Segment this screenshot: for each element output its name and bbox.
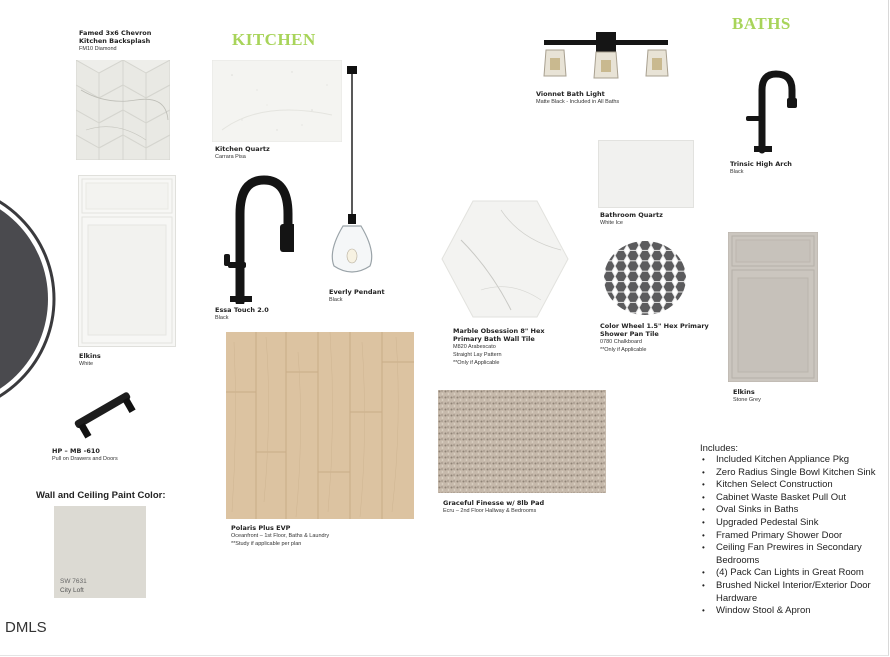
bath-light-sub: Matte Black - Included in All Baths	[536, 99, 620, 105]
includes-item: • Brushed Nickel Interior/Exterior Door Hardware	[700, 580, 885, 605]
includes-item: • Zero Radius Single Bowl Kitchen Sink	[700, 467, 885, 480]
bath-faucet-name: Trinsic High Arch	[730, 160, 792, 168]
circle-graphic	[0, 182, 62, 418]
chevron-backsplash-image	[76, 60, 170, 160]
pendant-sub: Black	[329, 297, 343, 303]
includes-item: • Cabinet Waste Basket Pull Out	[700, 492, 885, 505]
bath-cabinet-sub: Stone Grey	[733, 397, 761, 403]
hex-tile-sub2: Straight Lay Pattern	[453, 352, 502, 358]
carpet-image	[438, 390, 606, 493]
backsplash-name: Famed 3x6 Chevron Kitchen Backsplash	[79, 29, 152, 45]
kitchen-faucet-name: Essa Touch 2.0	[215, 306, 269, 314]
includes-item: • Window Stool & Apron	[700, 605, 885, 618]
kitchen-faucet-image	[222, 174, 294, 304]
bath-quartz-name: Bathroom Quartz	[600, 211, 663, 219]
kitchen-section-title: KITCHEN	[232, 30, 316, 49]
includes-item: • Ceiling Fan Prewires in Secondary Bedrooms	[700, 542, 885, 567]
includes-item: • Oval Sinks in Baths	[700, 504, 885, 517]
carpet-sub: Ecru – 2nd Floor Hallway & Bedrooms	[443, 508, 537, 514]
grey-cabinet-image	[728, 232, 818, 382]
white-cabinet-image	[78, 175, 176, 347]
evp-sub1: Oceanfront – 1st Floor, Baths & Laundry	[231, 533, 330, 539]
evp-flooring-image	[226, 332, 414, 519]
includes-panel	[700, 443, 885, 618]
hardware-name: HP – MB -610	[52, 447, 100, 455]
bath-light-name: Vionnet Bath Light	[536, 90, 605, 98]
kitchen-quartz-sub: Carrara Pisa	[215, 154, 246, 160]
dmls-watermark: DMLS	[5, 619, 47, 636]
includes-title: Includes:	[700, 443, 739, 454]
kitchen-cabinet-sub: White	[79, 361, 94, 367]
kitchen-faucet-sub: Black	[215, 315, 229, 321]
carpet-name: Graceful Finesse w/ 8lb Pad	[443, 499, 545, 507]
hex-tile-name: Marble Obsession 8" Hex Primary Bath Wall Tile	[453, 327, 545, 343]
paint-color-name: City Loft	[60, 587, 84, 594]
bath-cabinet-name: Elkins	[733, 388, 755, 396]
paint-title: Wall and Ceiling Paint Color:	[36, 490, 166, 501]
cabinet-pull-image	[66, 382, 140, 440]
backsplash-sub: FM10 Diamond	[79, 46, 117, 52]
bath-quartz-swatch	[598, 140, 694, 208]
baths-section-title: BATHS	[732, 14, 791, 33]
shower-pan-tile-image	[603, 240, 687, 316]
bath-light-image	[540, 30, 672, 80]
kitchen-cabinet-name: Elkins	[79, 352, 101, 360]
pan-tile-sub1: 0780 Chalkboard	[600, 339, 642, 345]
bath-faucet-sub: Black	[730, 169, 744, 175]
includes-item: • Framed Primary Shower Door	[700, 530, 885, 543]
paint-code: SW 7631	[60, 578, 87, 585]
hex-wall-tile-image	[441, 200, 569, 318]
includes-item: • Included Kitchen Appliance Pkg	[700, 454, 885, 467]
includes-item: • Kitchen Select Construction	[700, 479, 885, 492]
evp-name: Polaris Plus EVP	[231, 524, 291, 532]
includes-item: • Upgraded Pedestal Sink	[700, 517, 885, 530]
evp-sub2: **Study if applicable per plan	[231, 541, 302, 547]
hex-tile-sub3: **Only if Applicable	[453, 360, 500, 366]
pendant-name: Everly Pendant	[329, 288, 385, 296]
kitchen-quartz-name: Kitchen Quartz	[215, 145, 270, 153]
bath-faucet-image	[740, 70, 802, 154]
includes-list	[700, 454, 885, 618]
hardware-sub: Pull on Drawers and Doors	[52, 456, 118, 462]
includes-item: • (4) Pack Can Lights in Great Room	[700, 567, 885, 580]
kitchen-quartz-image	[212, 60, 342, 142]
pan-tile-name: Color Wheel 1.5" Hex Primary Shower Pan Tile	[600, 322, 709, 338]
bath-quartz-sub: White Ice	[600, 220, 623, 226]
pan-tile-sub2: **Only if Applicable	[600, 347, 647, 353]
hex-tile-sub1: M820 Arabescato	[453, 344, 496, 350]
pendant-light-image	[328, 66, 378, 276]
